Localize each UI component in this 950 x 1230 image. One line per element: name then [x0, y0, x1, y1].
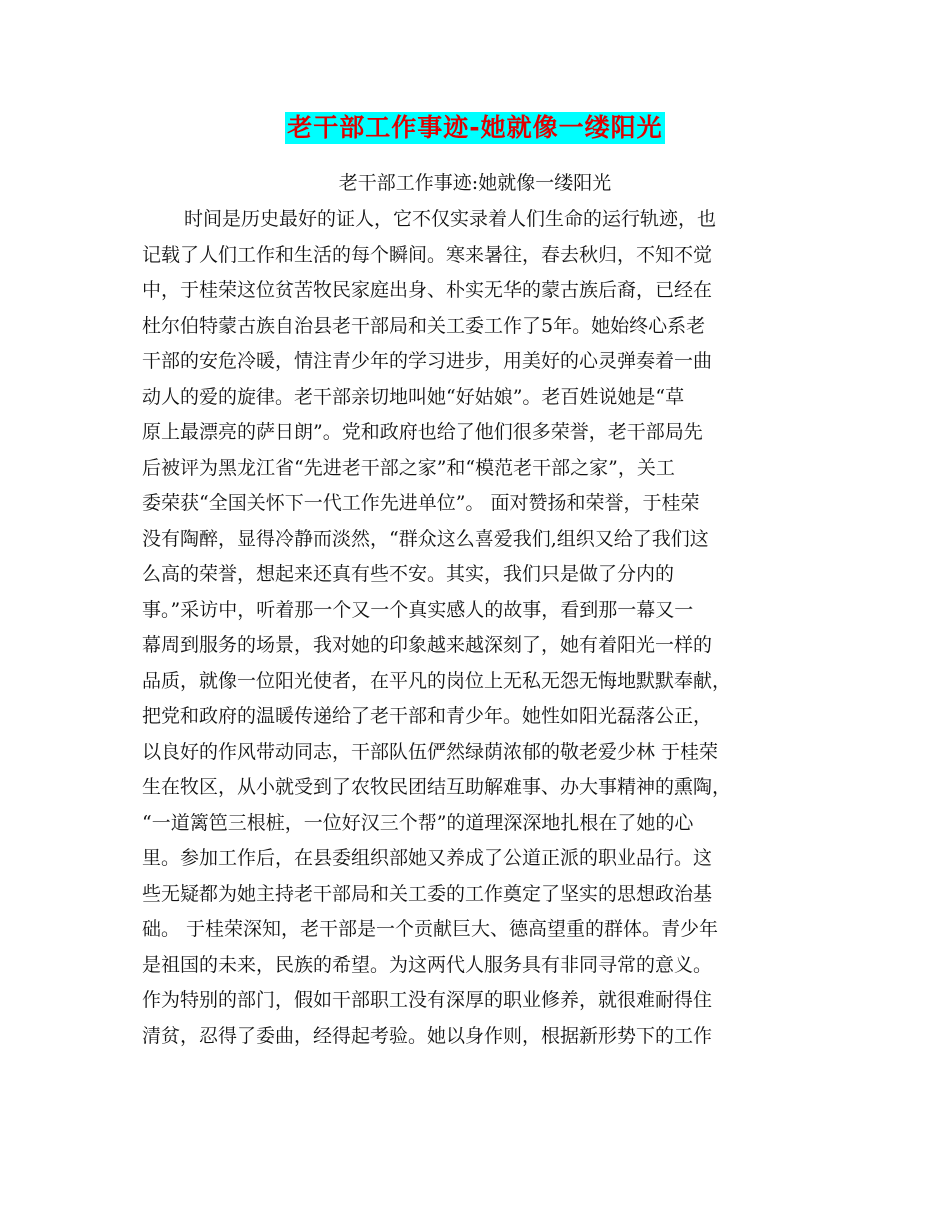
body-line: 是祖国的未来，民族的希望。为这两代人服务具有非同寻常的意义。	[142, 953, 713, 976]
body-line: 把党和政府的温暖传递给了老干部和青少年。她性如阳光磊落公正，	[142, 705, 713, 727]
body-line: 中，于桂荣这位贫苦牧民家庭出身、朴实无华的蒙古族后裔，已经在	[142, 279, 713, 301]
body-line: 后被评为黑龙江省“先进老干部之家”和“模范老干部之家”，关工	[142, 456, 675, 479]
body-line: 委荣获“全国关怀下一代工作先进单位”。 面对赞扬和荣誉，于桂荣	[142, 492, 700, 514]
body-line: 时间是历史最好的证人，它不仅实录着人们生命的运行轨迹，也	[184, 208, 717, 230]
body-line: 事。”采访中，听着那一个又一个真实感人的故事，看到那一幕又一	[142, 598, 694, 621]
body-line: 么高的荣誉，想起来还真有些不安。其实，我们只是做了分内的	[142, 563, 675, 585]
body-line: 清贫，忍得了委曲，经得起考验。她以身作则，根据新形势下的工作	[142, 1024, 713, 1047]
body-line: 里。参加工作后，在县委组织部她又养成了公道正派的职业品行。这	[142, 847, 713, 869]
document-subtitle: 老干部工作事迹:她就像一缕阳光	[338, 172, 612, 194]
body-line: 记载了人们工作和生活的每个瞬间。寒来暑往，春去秋归，不知不觉	[142, 243, 713, 266]
body-line: 些无疑都为她主持老干部局和关工委的工作奠定了坚实的思想政治基	[142, 882, 713, 905]
body-text	[142, 202, 810, 1054]
body-line: 品质，就像一位阳光使者，在平凡的岗位上无私无怨无悔地默默奉献，	[142, 669, 732, 692]
body-line: 原上最漂亮的萨日朗”。党和政府也给了他们很多荣誉，老干部局先	[142, 421, 703, 443]
body-line: 动人的爱的旋律。老干部亲切地叫她“好姑娘”。老百姓说她是“草	[142, 385, 685, 408]
body-line: 幕周到服务的场景，我对她的印象越来越深刻了，她有着阳光一样的	[142, 634, 713, 656]
document-title: 老干部工作事迹-她就像一缕阳光	[287, 113, 663, 142]
title-row	[0, 112, 950, 144]
body-line: 干部的安危冷暖，情注青少年的学习进步，用美好的心灵弹奏着一曲	[142, 350, 713, 372]
body-line: 没有陶醉，显得冷静而淡然，“群众这么喜爱我们,组织又给了我们这	[142, 527, 709, 550]
body-line: 以良好的作风带动同志，干部队伍俨然绿荫浓郁的敬老爱少林 于桂荣	[142, 740, 719, 763]
body-line: 作为特别的部门，假如干部职工没有深厚的职业修养，就很难耐得住	[142, 989, 713, 1011]
body-line: 生在牧区，从小就受到了农牧民团结互助解难事、办大事精神的熏陶，	[142, 776, 732, 798]
body-line: “一道篱笆三根桩，一位好汉三个帮”的道理深深地扎根在了她的心	[142, 811, 694, 834]
body-line: 杜尔伯特蒙古族自治县老干部局和关工委工作了5年。她始终心系老	[142, 314, 706, 337]
body-line: 础。 于桂荣深知，老干部是一个贡献巨大、德高望重的群体。青少年	[142, 918, 719, 940]
